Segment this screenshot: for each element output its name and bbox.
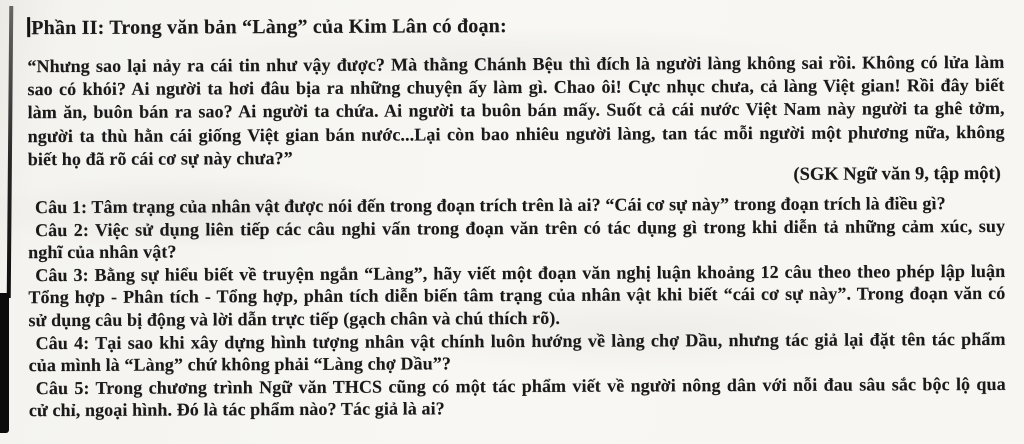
passage-line-2: sao có khói? Ai người ta hơi đâu bịa ra những chuyện ấy làm gì. Chao ôi! Cực nhục chưa, cả làng Việt gian! Rồi đây biết bbox=[27, 75, 1005, 100]
question-4-line-2: của mình là “Làng” chứ không phải “Làng chợ Dầu”? bbox=[28, 353, 451, 376]
passage-line-3: làm ăn, buôn bán ra sao? Ai người ta chứa. Ai người ta buôn bán mấy. Suốt cả cái nước Việt Nam này người ta ghê tởm, bbox=[27, 98, 1005, 123]
page-edge-scan-shadow bbox=[0, 293, 9, 433]
question-3-line-2: Tổng hợp - Phân tích - Tổng hợp, phân tích diễn biến tâm trạng của nhân vật khi biết “cái cơ sự này”. Trong đoạn văn có bbox=[28, 283, 1006, 308]
question-3-line-3: sử dụng câu bị động và lời dẫn trực tiếp (gạch chân và chú thích rõ). bbox=[28, 307, 561, 331]
question-2-line-2: nghĩ của nhân vật? bbox=[28, 241, 177, 263]
page-edge-scan-line bbox=[7, 6, 13, 298]
question-4-line-1: Câu 4: Tại sao khi xây dựng hình tượng nhân vật chính luôn hướng về làng chợ Dầu, nhưng tác giả lại đặt tên tác phẩm bbox=[35, 328, 1006, 353]
quoted-passage bbox=[27, 51, 1004, 171]
passage-line-5: biết họ đã rõ cái cơ sự này chưa?” bbox=[27, 147, 293, 169]
question-1-line-1: Câu 1: Tâm trạng của nhân vật được nói đến trong đoạn trích trên là ai? “Cái cơ sự này” trong đoạn trích là điều gì? bbox=[34, 193, 946, 218]
section-heading bbox=[27, 11, 1004, 41]
document-content bbox=[27, 11, 1006, 422]
question-5-line-2: cử chỉ, ngoại hình. Đó là tác phẩm nào? Tác giả là ai? bbox=[28, 398, 445, 421]
border-artifact bbox=[27, 17, 30, 37]
question-2-line-1: Câu 2: Việc sử dụng liên tiếp các câu nghi vấn trong đoạn văn trên có tác dụng gì trong khi diễn tả những cảm xúc, suy bbox=[35, 215, 1006, 240]
question-5-line-1: Câu 5: Trong chương trình Ngữ văn THCS cũng có một tác phẩm viết về người nông dân với nỗi đau sâu sắc bộc lộ qua bbox=[35, 373, 1006, 398]
questions-list bbox=[28, 192, 1006, 422]
question-3-line-1: Câu 3: Bằng sự hiểu biết về truyện ngắn “Làng”, hãy viết một đoạn văn nghị luận khoảng 12 câu theo theo phép lập luận bbox=[35, 260, 1006, 285]
passage-line-1: “Nhưng sao lại nảy ra cái tin như vậy được? Mà thằng Chánh Bệu thì đích là người làng không sai rồi. Không có lửa làm bbox=[27, 51, 1005, 77]
section-heading-text: Phần II: Trong văn bản “Làng” của Kim Lân có đoạn: bbox=[31, 15, 507, 40]
passage-line-4: người ta thù hằn cái giống Việt gian bán nước...Lại còn bao nhiêu người làng, tan tác mỗi người một phương nữa, không bbox=[27, 121, 1005, 146]
passage-source-citation: (SGK Ngữ văn 9, tập một) bbox=[793, 163, 1001, 185]
